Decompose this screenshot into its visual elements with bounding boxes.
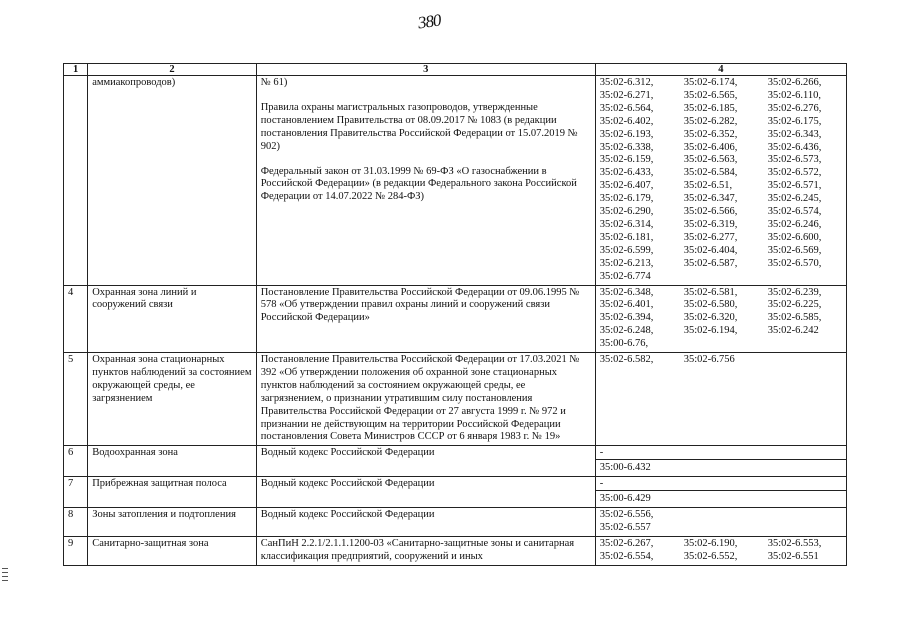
cadastral-number: 35:00-6.429: [599, 493, 651, 505]
cadastral-number: 35:02-6.401,: [599, 299, 654, 311]
cadastral-numbers-cell: [595, 477, 846, 508]
zone-name: Прибрежная защитная полоса: [88, 477, 257, 508]
cadastral-number: 35:00-6.76,: [599, 338, 649, 350]
cadastral-number: 35:02-6.402,: [599, 115, 654, 127]
cadastral-numbers-cell: [595, 353, 846, 446]
cadastral-number: [684, 338, 768, 351]
cadastral-number: 35:02-6.213,: [599, 257, 654, 269]
row-number: [64, 76, 88, 286]
cadastral-number: 35:02-6.51,: [683, 180, 733, 192]
table-row: [64, 508, 847, 537]
cadastral-number: 35:02-6.174,: [683, 77, 738, 88]
table-row: [64, 537, 847, 566]
cadastral-number: 35:02-6.557: [599, 522, 651, 534]
cadastral-number: 35:02-6.181,: [599, 231, 654, 243]
cadastral-number: 35:02-6.347,: [683, 193, 738, 205]
cadastral-number: 35:02-6.756: [683, 354, 735, 366]
cadastral-number: 35:02-6.565,: [683, 89, 738, 101]
table-row: [64, 446, 847, 477]
cadastral-number: 35:02-6.599,: [599, 244, 654, 256]
zone-name: Охранная зона линий и сооружений связи: [88, 285, 257, 353]
legal-document-text: Федеральный закон от 31.03.1999 № 69-ФЗ «О газоснабжении в Российской Федерации» (в редакции Федерального закона Российской Федерации от 14.07.2022 № 284-ФЗ): [260, 165, 577, 203]
cadastral-number: 35:02-6.552,: [683, 550, 738, 562]
row-number: 8: [64, 508, 88, 537]
table-row: [64, 285, 847, 353]
table-row: [64, 76, 847, 286]
cadastral-number: 35:02-6.563,: [683, 154, 738, 166]
cadastral-number: 35:02-6.553,: [767, 538, 822, 549]
cadastral-number: 35:02-6.348,: [599, 286, 654, 298]
cadastral-number: [768, 338, 848, 351]
cadastral-number: 35:02-6.242: [767, 325, 819, 337]
legal-document-text: СанПиН 2.2.1/2.1.1.1200-03 «Санитарно-защитные зоны и санитарная классификация предприятий, сооружений и иных: [260, 538, 575, 562]
cadastral-number: [684, 509, 768, 522]
legal-basis-cell: [256, 477, 595, 508]
header-col-3: 3: [256, 64, 595, 76]
cadastral-number: 35:02-6.239,: [767, 286, 822, 298]
legal-basis-cell: [256, 508, 595, 537]
cadastral-number: 35:02-6.433,: [599, 167, 654, 179]
cadastral-dash: -: [596, 477, 846, 491]
cadastral-number-grid: [600, 538, 842, 564]
legal-document-text: Постановление Правительства Российской Федерации от 09.06.1995 № 578 «Об утверждении правил охраны линий и сооружений связи Российской Федерации»: [260, 286, 580, 324]
header-col-1: 1: [64, 64, 88, 76]
legal-document-text: Водный кодекс Российской Федерации: [260, 447, 435, 459]
page-number: 380: [416, 10, 442, 33]
cadastral-number: 35:02-6.574,: [767, 206, 822, 218]
row-number: 7: [64, 477, 88, 508]
cadastral-numbers-cell: [595, 537, 846, 566]
cadastral-number: 35:02-6.175,: [767, 115, 822, 127]
legal-document-text: Правила охраны магистральных газопроводов, утвержденные постановлением Правительства от 08.09.2017 № 1083 (в редакции постановления Правительства Российской Федерации от 15.07.2019 № 902): [260, 101, 578, 152]
cadastral-number: 35:02-6.407,: [599, 180, 654, 192]
cadastral-number: 35:02-6.585,: [767, 312, 822, 324]
cadastral-number: 35:02-6.551: [767, 550, 819, 562]
cadastral-number: 35:02-6.193,: [599, 128, 654, 140]
legal-basis-cell: [256, 446, 595, 477]
table-row: [64, 477, 847, 508]
legal-basis-cell: [256, 285, 595, 353]
cadastral-number: 35:02-6.277,: [683, 231, 738, 243]
cadastral-numbers-cell: [595, 76, 846, 286]
cadastral-number: 35:02-6.246,: [767, 218, 822, 230]
cadastral-number: [768, 271, 848, 284]
cadastral-number: 35:02-6.554,: [599, 550, 654, 562]
cadastral-number: 35:02-6.190,: [683, 538, 738, 549]
cadastral-number: 35:02-6.570,: [767, 257, 822, 269]
row-number: 9: [64, 537, 88, 566]
cadastral-number: 35:02-6.580,: [683, 299, 738, 311]
cadastral-number: [684, 271, 768, 284]
cadastral-number: 35:02-6.312,: [599, 77, 654, 88]
table-header-row: [64, 64, 847, 76]
legal-basis-cell: [256, 353, 595, 446]
cadastral-number: 35:02-6.319,: [683, 218, 738, 230]
legal-basis-cell: [256, 76, 595, 286]
cadastral-number: 35:02-6.320,: [683, 312, 738, 324]
cadastral-number: 35:02-6.266,: [767, 77, 822, 88]
cadastral-dash: -: [596, 446, 846, 460]
cadastral-number: 35:02-6.587,: [683, 257, 738, 269]
cadastral-number: 35:02-6.159,: [599, 154, 654, 166]
cadastral-number: 35:02-6.185,: [683, 102, 738, 114]
cadastral-numbers-cell: [595, 446, 846, 477]
cadastral-number: 35:02-6.338,: [599, 141, 654, 153]
cadastral-number: 35:02-6.194,: [683, 325, 738, 337]
row-number: 5: [64, 353, 88, 446]
header-col-2: 2: [88, 64, 257, 76]
cadastral-numbers-cell: [595, 508, 846, 537]
cadastral-number: 35:02-6.600,: [767, 231, 822, 243]
legal-document-text: № 61): [260, 77, 288, 88]
cadastral-number: 35:02-6.394,: [599, 312, 654, 324]
row-number: 6: [64, 446, 88, 477]
cadastral-number: 35:02-6.248,: [599, 325, 654, 337]
cadastral-number: 35:02-6.436,: [767, 141, 822, 153]
row-number: 4: [64, 285, 88, 353]
cadastral-number: 35:02-6.556,: [599, 509, 654, 521]
cadastral-number: 35:02-6.267,: [599, 538, 654, 549]
cadastral-number: 35:02-6.179,: [599, 193, 654, 205]
zone-name: аммиакопроводов): [88, 76, 257, 286]
header-col-4: 4: [595, 64, 846, 76]
zone-name: Водоохранная зона: [88, 446, 257, 477]
cadastral-number: 35:02-6.581,: [683, 286, 738, 298]
cadastral-number: 35:02-6.290,: [599, 206, 654, 218]
legal-document-text: Водный кодекс Российской Федерации: [260, 509, 435, 521]
cadastral-number: 35:00-6.432: [599, 462, 651, 474]
cadastral-numbers-cell: [595, 285, 846, 353]
cadastral-number-grid: [600, 77, 842, 284]
cadastral-number: 35:02-6.569,: [767, 244, 822, 256]
cadastral-number: [768, 522, 848, 535]
cadastral-number: 35:02-6.572,: [767, 167, 822, 179]
cadastral-number: 35:02-6.571,: [767, 180, 822, 192]
cadastral-number: 35:02-6.564,: [599, 102, 654, 114]
legal-document-text: Постановление Правительства Российской Федерации от 17.03.2021 № 392 «Об утверждении положения об охранной зоне стационарных пунктов наблюдений за состоянием окружающей среды, ее загрязнением, о признании утратившим силу постановления Правительства Российской Федерации от 27 августа 1999 г. № 972 и признании не действующим на территории Российской Федерации постановления Совета Министров СССР от 6 января 1983 г. № 19»: [260, 354, 580, 443]
cadastral-number: 35:02-6.245,: [767, 193, 822, 205]
scan-edge-marks: [2, 568, 8, 584]
cadastral-number: 35:02-6.271,: [599, 89, 654, 101]
zone-name: Санитарно-защитная зона: [88, 537, 257, 566]
legal-basis-cell: [256, 537, 595, 566]
cadastral-number: 35:02-6.314,: [599, 218, 654, 230]
cadastral-number: [768, 509, 848, 522]
zones-table: [63, 63, 847, 566]
cadastral-number: 35:02-6.774: [599, 270, 651, 282]
cadastral-number: 35:02-6.566,: [683, 206, 738, 218]
cadastral-number: 35:02-6.110,: [767, 89, 821, 101]
cadastral-number: [684, 522, 768, 535]
table-row: [64, 353, 847, 446]
zone-name: Охранная зона стационарных пунктов наблюдений за состоянием окружающей среды, ее загрязнением: [88, 353, 257, 446]
cadastral-number-grid: [600, 287, 842, 352]
legal-document-text: Водный кодекс Российской Федерации: [260, 478, 435, 490]
cadastral-number: 35:02-6.582,: [599, 354, 654, 366]
cadastral-number: 35:02-6.573,: [767, 154, 822, 166]
cadastral-number: 35:02-6.584,: [683, 167, 738, 179]
cadastral-number: 35:02-6.352,: [683, 128, 738, 140]
cadastral-number: [768, 354, 848, 367]
cadastral-number-grid: [600, 509, 842, 535]
cadastral-number: 35:02-6.406,: [683, 141, 738, 153]
cadastral-number: 35:02-6.343,: [767, 128, 822, 140]
cadastral-number: 35:02-6.225,: [767, 299, 822, 311]
cadastral-number: 35:02-6.276,: [767, 102, 822, 114]
cadastral-number: 35:02-6.282,: [683, 115, 738, 127]
cadastral-number-grid: [600, 354, 842, 367]
zone-name: Зоны затопления и подтопления: [88, 508, 257, 537]
cadastral-number: 35:02-6.404,: [683, 244, 738, 256]
